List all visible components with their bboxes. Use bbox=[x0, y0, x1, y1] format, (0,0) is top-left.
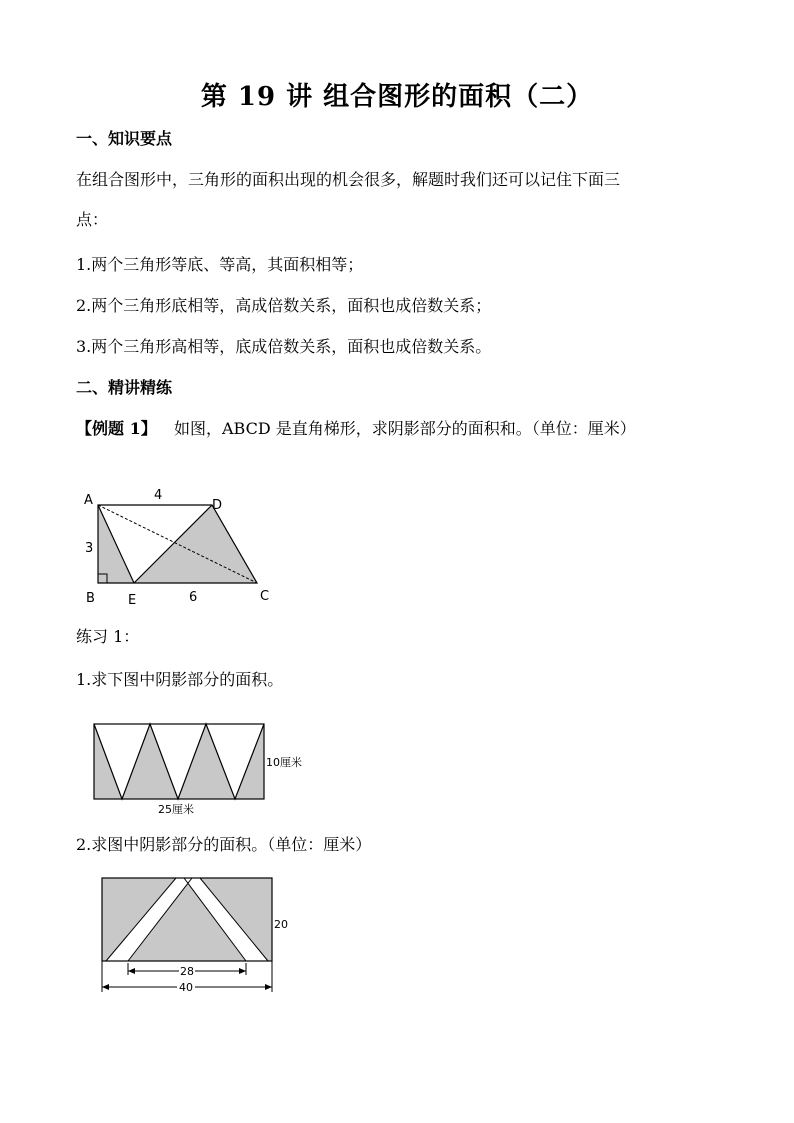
practice-q2-text: 2.求图中阴影部分的面积。（单位：厘米） bbox=[76, 835, 372, 854]
zigzag-rectangle-figure bbox=[94, 724, 314, 820]
width-label: 25厘米 bbox=[158, 803, 194, 816]
height-label: 20 bbox=[274, 918, 288, 931]
vertex-b: B bbox=[86, 591, 95, 606]
intro-line-2: 点： bbox=[76, 210, 109, 229]
vertex-c: C bbox=[260, 589, 270, 604]
practice-heading: 练习 1： bbox=[76, 627, 140, 646]
example-1-label: 【例题 1】 bbox=[76, 419, 157, 438]
strip-rectangle-figure bbox=[102, 878, 302, 998]
section-heading-practice: 二、精讲精练 bbox=[76, 378, 173, 397]
inner-length-label: 28 bbox=[180, 965, 194, 978]
vertex-e: E bbox=[128, 593, 137, 608]
point-2: 2.两个三角形底相等，高成倍数关系，面积也成倍数关系； bbox=[76, 296, 492, 315]
length-bottom: 6 bbox=[189, 590, 198, 605]
page-title: 第 19 讲 组合图形的面积（二） bbox=[200, 82, 594, 112]
trapezoid-figure bbox=[80, 484, 280, 608]
length-top: 4 bbox=[154, 488, 163, 503]
intro-line-1: 在组合图形中，三角形的面积出现的机会很多，解题时我们还可以记住下面三 bbox=[76, 170, 621, 189]
height-label: 10厘米 bbox=[266, 756, 302, 769]
example-1-text: 如图，ABCD 是直角梯形，求阴影部分的面积和。（单位：厘米） bbox=[174, 419, 636, 438]
vertex-a: A bbox=[84, 493, 93, 508]
vertex-d: D bbox=[212, 498, 223, 513]
point-3: 3.两个三角形高相等，底成倍数关系，面积也成倍数关系。 bbox=[76, 337, 492, 356]
practice-q1-text: 1.求下图中阴影部分的面积。 bbox=[76, 670, 284, 689]
section-heading-knowledge: 一、知识要点 bbox=[76, 129, 173, 148]
length-left: 3 bbox=[85, 541, 94, 556]
point-1: 1.两个三角形等底、等高，其面积相等； bbox=[76, 255, 364, 274]
outer-length-label: 40 bbox=[179, 981, 193, 994]
shaded-triangle-dec bbox=[134, 505, 257, 583]
